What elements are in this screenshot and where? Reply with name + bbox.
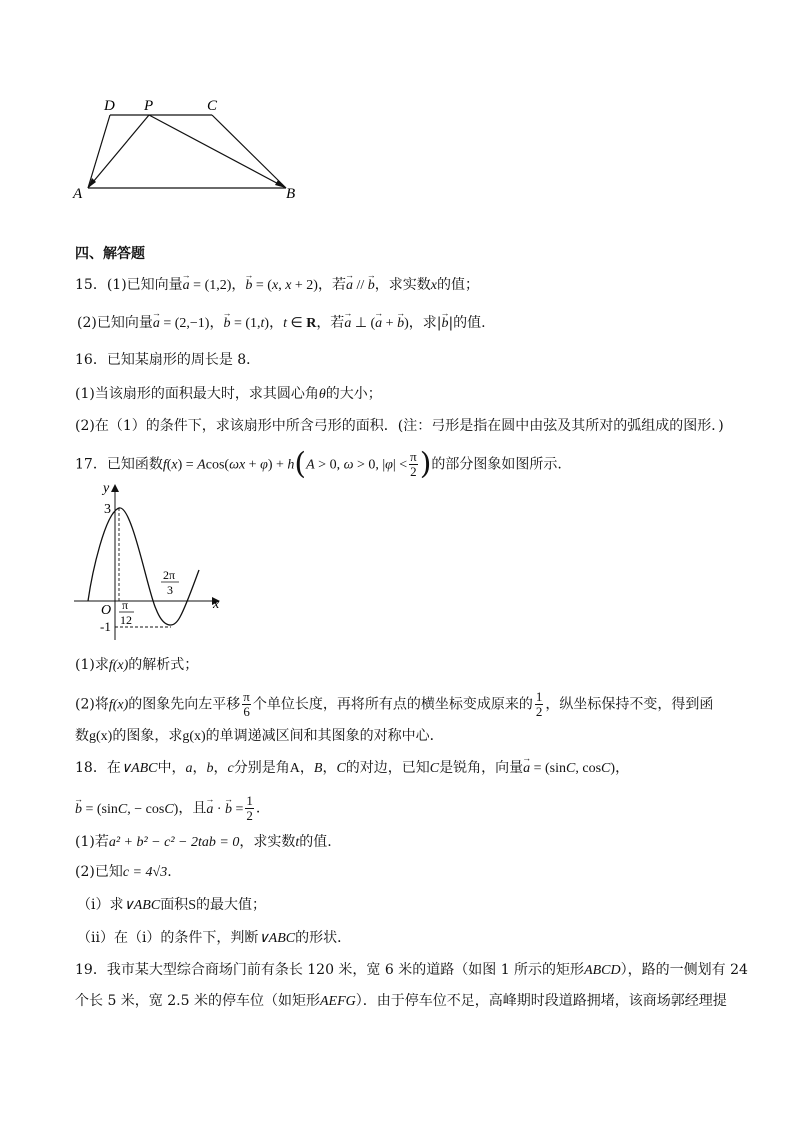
vector-pb bbox=[149, 115, 286, 188]
trapezoid-figure bbox=[70, 92, 310, 207]
q16-stem: 16．已知某扇形的周长是 8． bbox=[75, 352, 261, 368]
tick1-numerator: π bbox=[122, 598, 129, 612]
label-c: C bbox=[207, 98, 218, 114]
y-axis-arrow bbox=[111, 484, 119, 492]
min-value-label: -1 bbox=[100, 619, 111, 634]
arrowhead-b bbox=[275, 180, 286, 188]
perpendicular-condition: → a ⊥ (→ a + → b) bbox=[344, 316, 408, 331]
q17-part1: (1)求f(x)的解析式； bbox=[75, 657, 199, 673]
parallel-condition: → a // → b bbox=[346, 278, 375, 293]
q18-part1: (1)若a² + b² − c² − 2tab = 0，求实数t的值. bbox=[75, 834, 332, 850]
origin-label: O bbox=[101, 603, 112, 618]
tick2-denominator: 3 bbox=[167, 583, 173, 597]
section-heading: 四、解答题 bbox=[75, 246, 145, 262]
label-p: P bbox=[144, 98, 154, 114]
q17-part2-line1: (2)将f(x)的图象先向左平移 $\frac{\pi}{6}$ 个单位长度，再将所有点的横坐标变成原来的 $\frac{1}{2}$ ，纵坐标保持不变，得到函 bbox=[75, 689, 714, 719]
vector-a-def: → a = (1,2) bbox=[183, 278, 232, 293]
q19-stem-line2: 个长 5 米，宽 2.5 米的停车位（如矩形AEFG）．由于停车位不足，高峰期时段道路拥堵，该商场郭经理提 bbox=[75, 993, 727, 1009]
q16-part1: (1)当该扇形的面积最大时，求其圆心角θ的大小； bbox=[75, 386, 382, 402]
q15-part2: (2)已知向量→ a = (2,−1)，→ b = (1,t)，t ∈ R，若→ a ⊥ (→ a + → b)，求|→ b|的值. bbox=[77, 313, 486, 334]
y-axis-label: y bbox=[103, 481, 110, 496]
segment-cb bbox=[212, 115, 286, 188]
vector-pa bbox=[88, 115, 149, 188]
q16-part2: (2)在（1）的条件下，求该扇形中所含弓形的面积．(注：弓形是指在圆中由弦及其所对的弧组成的图形．) bbox=[75, 418, 724, 434]
q19-stem-line1: 19．我市某大型综合商场门前有条长 120 米，宽 6 米的道路（如图 1 所示的矩形ABCD），路的一侧划有 24 bbox=[75, 962, 748, 978]
q18-part2-i: （i）求∨ABC面积S的最大值； bbox=[77, 897, 266, 913]
q18-stem-line1: 18．在∨ABC中，a，b，c分别是角A，B，C的对边，已知C是锐角，向量→ a = (sinC, cosC)， bbox=[75, 758, 629, 779]
q17-stem: 17．已知函数f(x) = Acos(ωx + φ) + h(A > 0, ω > 0, |φ| < $\frac{\pi}{2}$ )的部分图象如图所示. bbox=[75, 446, 562, 482]
max-value-label: 3 bbox=[104, 502, 111, 517]
q18-stem-line2: → b = (sinC, − cosC)，且→ a · → b = $\frac{1}{2}$ . bbox=[75, 794, 260, 823]
x-axis-label: x bbox=[213, 597, 220, 612]
label-d: D bbox=[104, 98, 115, 114]
q18-part2: (2)已知c = 4√3. bbox=[75, 864, 172, 880]
tick1-denominator: 12 bbox=[120, 613, 132, 627]
label-a: A bbox=[73, 186, 83, 202]
vector-b-def: → b = (x, x + 2) bbox=[245, 278, 318, 293]
tick2-numerator: 2π bbox=[163, 568, 176, 582]
q15-part1: 15．(1)已知向量→ a = (1,2)，→ b = (x, x + 2)，若→ a // → b，求实数x的值； bbox=[75, 275, 479, 296]
q18-part2-ii: （ii）在（i）的条件下，判断∨ABC的形状． bbox=[77, 930, 352, 946]
q15-number: 15． bbox=[75, 277, 107, 293]
q17-part2-line2: 数g(x)的图象，求g(x)的单调递减区间和其图象的对称中心． bbox=[75, 728, 444, 744]
segment-da bbox=[88, 115, 110, 188]
label-b: B bbox=[286, 186, 296, 202]
cosine-graph bbox=[70, 478, 230, 648]
